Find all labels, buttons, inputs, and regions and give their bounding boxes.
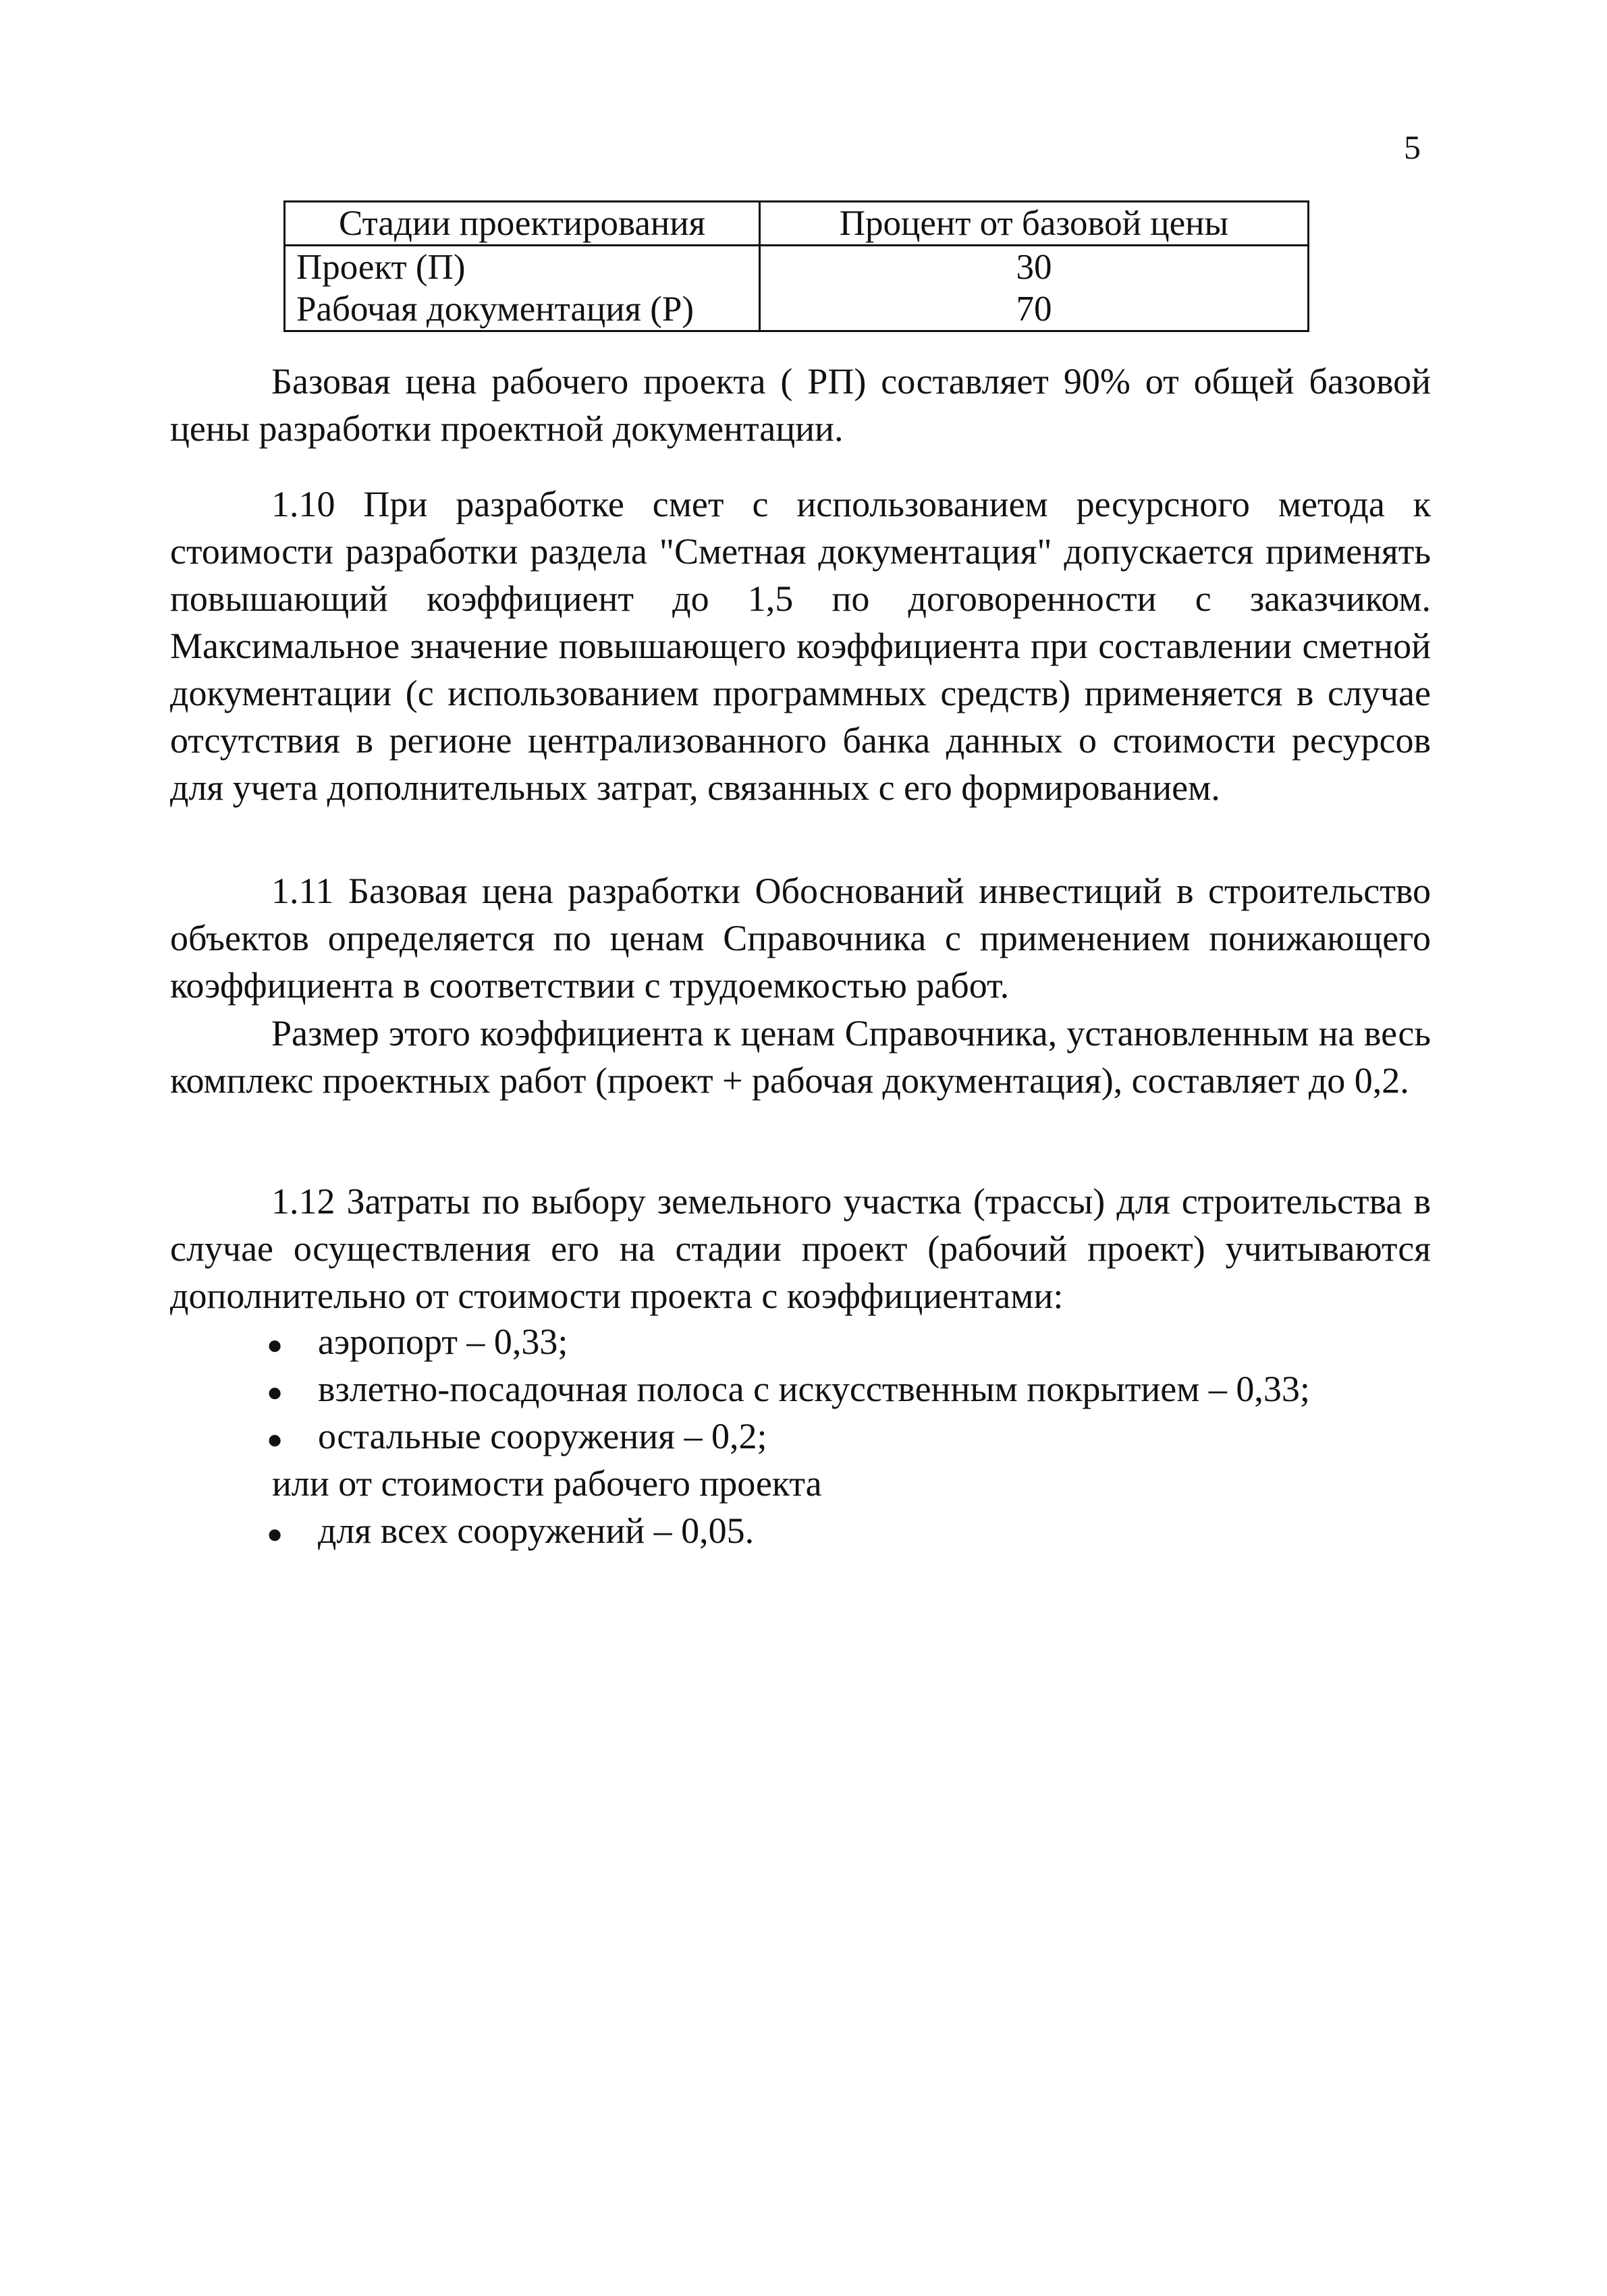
table-header-row (285, 202, 1309, 246)
paragraph-1-11 (170, 867, 1431, 1009)
list-item-text: для всех сооружений – 0,05. (318, 1510, 755, 1551)
list-item-text: взлетно-посадочная полоса с искусственным покрытием – 0,33; (318, 1369, 1310, 1409)
header-percent: Процент от базовой цены (759, 202, 1308, 246)
page-number: 5 (1404, 128, 1421, 166)
list-item (267, 1365, 1310, 1413)
paragraph-coefficient-size (170, 1010, 1431, 1104)
paragraph-1-12 (170, 1178, 1431, 1319)
bullet-icon: ● (267, 1519, 283, 1549)
stage-cell: Рабочая документация (Р) (285, 288, 760, 331)
bullet-icon: ● (267, 1424, 283, 1454)
stage-cell: Проект (П) (285, 246, 760, 289)
table-row (285, 246, 1309, 289)
list-item-text: остальные сооружения – 0,2; (318, 1416, 767, 1456)
bullet-icon: ● (267, 1377, 283, 1407)
paragraph-text: Размер этого коэффициента к ценам Справочника, установленным на весь комплекс проектных работ (проект + рабочая документация), составляет до 0,2. (170, 1013, 1431, 1101)
or-line: или от стоимости рабочего проекта (272, 1463, 822, 1504)
table-row (285, 288, 1309, 331)
design-stages-table (283, 200, 1309, 332)
list-item (267, 1318, 1310, 1365)
paragraph-text: Базовая цена рабочего проекта ( РП) составляет 90% от общей базовой цены разработки проектной документации. (170, 361, 1431, 449)
paragraph-text: 1.11 Базовая цена разработки Обоснований инвестиций в строительство объектов определяется по ценам Справочника с применением понижающего коэффициента в соответствии с трудоемкостью работ. (170, 871, 1431, 1006)
header-stage: Стадии проектирования (285, 202, 760, 246)
list-item-text: аэропорт – 0,33; (318, 1321, 568, 1362)
paragraph-text: 1.12 Затраты по выбору земельного участка (трассы) для строительства в случае осуществления его на стадии проект (рабочий проект) учитываются дополнительно от стоимости проекта с коэффициентами: (170, 1181, 1431, 1316)
list-item (267, 1413, 1310, 1460)
list-item (267, 1507, 1310, 1554)
coefficient-list (267, 1318, 1310, 1554)
bullet-icon: ● (267, 1330, 283, 1360)
percent-cell: 70 (759, 288, 1308, 331)
paragraph-text: 1.10 При разработке смет с использованием ресурсного метода к стоимости разработки раздела "Сметная документация" допускается применять повышающий коэффициент до 1,5 по договоренности с заказчиком. Максимальное значение повышающего коэффициента при составлении сметной документации (с использованием программных средств) применяется в случае отсутствия в регионе централизованного банка данных о стоимости ресурсов для учета дополнительных затрат, связанных с его формированием. (170, 484, 1431, 808)
paragraph-1-10 (170, 481, 1431, 811)
paragraph-base-price (170, 358, 1431, 452)
percent-cell: 30 (759, 246, 1308, 289)
